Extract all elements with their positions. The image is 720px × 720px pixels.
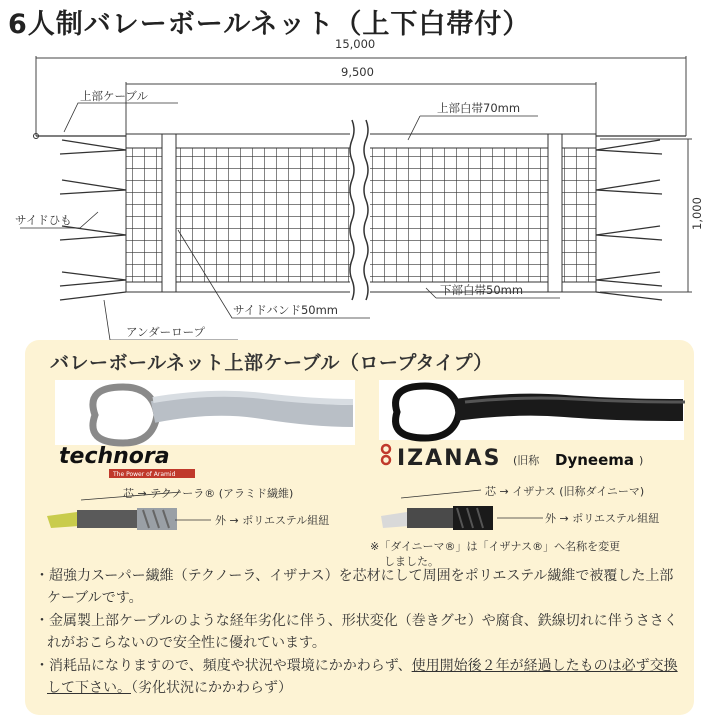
page-title: 6人制バレーボールネット（上下白帯付） <box>8 9 531 40</box>
technora-rope-detail <box>47 508 177 530</box>
dimension-height <box>600 139 692 292</box>
technora-logo: technora <box>59 444 170 469</box>
feature-item-warning <box>35 656 685 699</box>
izanas-outer: 外 → ポリエステル組紐 <box>545 512 660 525</box>
izanas-rope-detail <box>381 506 493 530</box>
izanas-old-name: Dyneema <box>555 451 635 469</box>
side-band-left <box>162 134 176 292</box>
height-label: 1,000 <box>690 197 704 230</box>
izanas-logo-mark <box>382 445 390 464</box>
izanas-note-line1: ※「ダイニーマ®」は「イザナス®」へ名称を変更 <box>370 540 621 553</box>
label-lower-tape: 下部白帯50mm <box>440 283 524 297</box>
feature-item: ・金属製上部ケーブルのような経年劣化に伴う、形状変化（巻きグセ）や腐食、鉄線切れに伴うささくれがおこらないので安全性に優れています。 <box>35 613 678 651</box>
izanas-logo: IZANAS <box>397 446 502 471</box>
feature-list <box>35 566 685 701</box>
warning-text-b: 使用開始後２年が経過したものは必ず交換して下さい。 <box>47 658 678 696</box>
technora-tagline: The Power of Aramid <box>113 471 176 478</box>
net-diagram <box>0 0 720 340</box>
label-side-band: サイドバンド50mm <box>233 303 339 317</box>
technora-core: 芯 → テクノーラ® (アラミド繊維) <box>123 487 294 500</box>
label-side-cord: サイドひも <box>15 213 72 227</box>
warning-text-c: （劣化状況にかかわらず） <box>131 679 292 696</box>
izanas-old-name-prefix: (旧称 <box>513 454 540 467</box>
izanas-note-line2: しました。 <box>384 555 439 568</box>
label-upper-cable: 上部ケーブル <box>80 89 148 103</box>
panel-title: バレーボールネット上部ケーブル（ロープタイプ） <box>50 352 493 374</box>
side-cords-right <box>596 140 662 300</box>
technora-cable-image <box>55 380 355 445</box>
feature-item: ・超強力スーパー繊維（テクノーラ、イザナス）を芯材にして周囲をポリエステル繊維で被覆した上部ケーブルです。 <box>35 568 674 606</box>
izanas-cable-image <box>379 380 685 440</box>
izanas-old-name-suffix: ) <box>639 454 644 467</box>
label-under-rope: アンダーロープ <box>126 325 206 339</box>
total-width-label: 15,000 <box>335 37 376 51</box>
cable-info-panel <box>25 340 694 715</box>
warning-text-a: ・消耗品になりますので、頻度や状況や環境にかかわらず、 <box>35 658 412 674</box>
break-gap <box>350 118 370 308</box>
side-band-right <box>548 134 562 292</box>
net-width-label: 9,500 <box>341 65 374 79</box>
cable-illustrations <box>25 340 694 570</box>
izanas-core: 芯 → イザナス (旧称ダイニーマ) <box>485 485 645 498</box>
technora-outer: 外 → ポリエステル組紐 <box>215 514 330 527</box>
label-upper-tape: 上部白帯70mm <box>437 101 521 115</box>
